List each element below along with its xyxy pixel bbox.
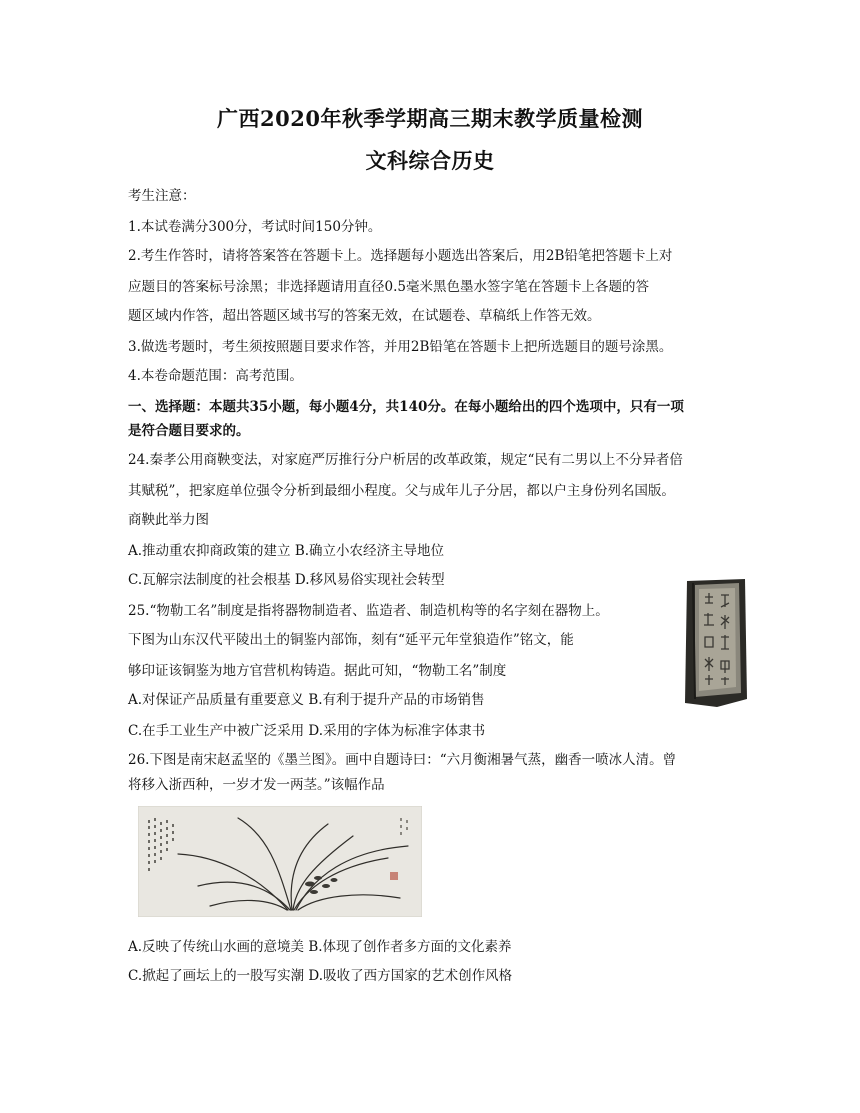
notice-item: 题区域内作答，超出答题区域书写的答案无效，在试题卷、草稿纸上作答无效。 bbox=[128, 308, 601, 324]
notice-item: 2.考生作答时，请将答案答在答题卡上。选择题每小题选出答案后，用2B铅笔把答题卡上对 bbox=[128, 248, 673, 264]
notice-item: 4.本卷命题范围：高考范围。 bbox=[128, 368, 303, 384]
notice-item: 3.做选考题时，考生须按照题目要求作答，并用2B铅笔在答题卡上把所选题目的题号涂黑。 bbox=[128, 339, 673, 355]
section-heading: 是符合题目要求的。 bbox=[128, 423, 250, 439]
answer-option: A.反映了传统山水画的意境美 B.体现了创作者多方面的文化素养 bbox=[128, 939, 512, 955]
notice-heading: 考生注意： bbox=[128, 188, 196, 204]
answer-option: C.掀起了画坛上的一股写实潮 D.吸收了西方国家的艺术创作风格 bbox=[128, 968, 513, 984]
question-stem: 26.下图是南宋赵孟坚的《墨兰图》。画中自题诗曰：“六月衡湘暑气蒸，幽香一喷冰人清。曾 bbox=[128, 752, 677, 768]
orchid-painting-image bbox=[138, 806, 422, 917]
question-stem: 25.“物勒工名”制度是指将器物制造者、监造者、制造机构等的名字刻在器物上。 bbox=[128, 603, 609, 619]
question-stem: 其赋税”，把家庭单位强令分析到最细小程度。父与成年儿子分居，都以户主身份列名国版。 bbox=[128, 483, 675, 499]
section-heading: 一、选择题：本题共35小题，每小题4分，共140分。在每小题给出的四个选项中，只有一项 bbox=[128, 399, 684, 415]
question-stem: 下图为山东汉代平陵出土的铜鉴内部饰，刻有“延平元年堂狼造作”铭文，能 bbox=[128, 632, 574, 648]
question-stem: 商鞅此举力图 bbox=[128, 512, 209, 528]
answer-option: A.推动重农抑商政策的建立 B.确立小农经济主导地位 bbox=[128, 543, 445, 559]
notice-item: 1.本试卷满分300分，考试时间150分钟。 bbox=[128, 219, 382, 235]
bronze-inscription-image bbox=[681, 579, 751, 708]
question-stem: 够印证该铜鉴为地方官营机构铸造。据此可知，“物勒工名”制度 bbox=[128, 663, 507, 679]
question-stem: 将移入浙西种，一岁才发一两茎。”该幅作品 bbox=[128, 777, 385, 793]
page-title: 广西2020年秋季学期高三期末教学质量检测 bbox=[217, 106, 643, 131]
answer-option: C.在手工业生产中被广泛采用 D.采用的字体为标准字体隶书 bbox=[128, 723, 486, 739]
answer-option: C.瓦解宗法制度的社会根基 D.移风易俗实现社会转型 bbox=[128, 572, 445, 588]
question-stem: 24.秦孝公用商鞅变法，对家庭严厉推行分户析居的改革政策，规定“民有二男以上不分异者倍 bbox=[128, 452, 683, 468]
notice-item: 应题目的答案标号涂黑；非选择题请用直径0.5毫米黑色墨水签字笔在答题卡上各题的答 bbox=[128, 279, 649, 295]
answer-option: A.对保证产品质量有重要意义 B.有利于提升产品的市场销售 bbox=[128, 692, 485, 708]
page-subtitle: 文科综合历史 bbox=[365, 148, 495, 173]
